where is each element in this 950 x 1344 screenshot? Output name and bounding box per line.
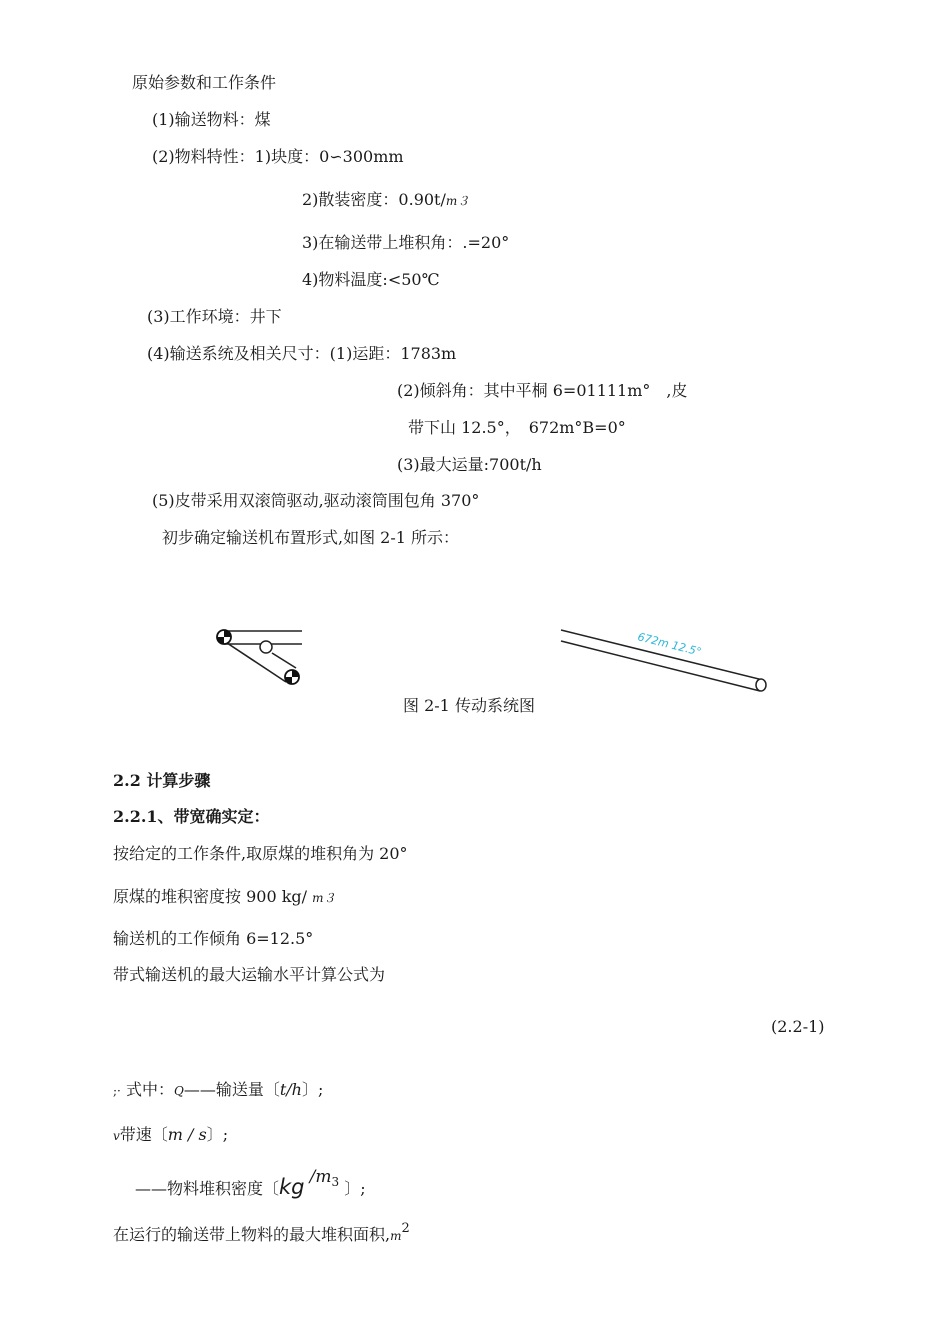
param-material: (1)输送物料：煤 <box>152 110 271 129</box>
def-area-unit: m <box>390 1229 402 1243</box>
def-density <box>135 1167 366 1205</box>
param-inclination: (2)倾斜角：其中平桐 6=01111m° ,皮 <box>397 381 688 400</box>
param-temperature: 4)物料温度:<50℃ <box>302 270 440 289</box>
def-density-m: /m <box>309 1167 332 1187</box>
def-speed-desc: 带速〔 <box>119 1125 168 1144</box>
def-density-desc: ——物料堆积密度〔 <box>135 1179 280 1198</box>
param-system-distance: (4)输送系统及相关尺寸：(1)运距：1783m <box>147 344 457 363</box>
def-density-end: 〕; <box>344 1179 366 1198</box>
def-capacity <box>113 1080 323 1101</box>
def-capacity-desc: ——输送量〔 <box>183 1080 280 1099</box>
def-capacity-where: 式中： <box>125 1080 174 1099</box>
param-max-capacity: (3)最大运量:700t/h <box>397 455 542 474</box>
text-repose-angle: 按给定的工作条件,取原煤的堆积角为 20° <box>113 844 408 863</box>
text-bulk-density-value: 原煤的堆积密度按 900 kg/ <box>113 887 313 906</box>
param-bulk-density-unit: m３ <box>445 194 470 208</box>
snub-pulley-icon <box>260 641 272 653</box>
def-speed-end: 〕; <box>206 1125 229 1144</box>
section-heading: 2.2 计算步骤 <box>113 771 211 790</box>
def-density-kg: kg <box>279 1175 305 1199</box>
param-repose-angle: 3)在输送带上堆积角：.=20° <box>302 233 510 252</box>
def-area-desc: 在运行的输送带上物料的最大堆积面积, <box>113 1225 391 1244</box>
def-capacity-unit: t/h <box>279 1080 302 1099</box>
param-drive: (5)皮带采用双滚筒驱动,驱动滚筒围包角 370° <box>152 491 480 510</box>
text-formula-intro: 带式输送机的最大运输水平计算公式为 <box>113 965 386 984</box>
def-capacity-prefix: ;· <box>113 1084 121 1098</box>
param-layout-intro: 初步确定输送机布置形式,如图 2-1 所示： <box>162 528 460 547</box>
def-speed-symbol: v <box>113 1129 120 1143</box>
param-bulk-density <box>302 190 469 211</box>
param-lump-size: (2)物料特性：1)块度：0∽300mm <box>152 147 404 166</box>
param-bulk-density-text: 2)散装密度：0.90t/ <box>302 190 446 209</box>
param-environment: (3)工作环境：井下 <box>147 307 282 326</box>
tail-pulley-icon <box>756 679 766 691</box>
def-area <box>113 1221 410 1247</box>
def-speed <box>113 1125 228 1146</box>
def-area-exp: 2 <box>401 1221 410 1236</box>
inclined-belt-diagram <box>555 620 775 700</box>
def-speed-unit: m ∕ s <box>167 1125 207 1144</box>
def-capacity-symbol: Q <box>173 1084 184 1098</box>
text-working-angle: 输送机的工作倾角 6=12.5° <box>113 929 314 948</box>
text-bulk-density-unit: m３ <box>312 891 336 905</box>
text-bulk-density <box>113 887 336 908</box>
subsection-heading: 2.2.1、带宽确实定： <box>113 807 270 826</box>
section-title: 原始参数和工作条件 <box>132 73 277 92</box>
figure-caption: 图 2-1 传动系统图 <box>403 696 535 715</box>
param-inclination-cont: 带下山 12.5°， 672m°B=0° <box>408 418 626 437</box>
drive-pulleys-diagram <box>210 620 310 695</box>
def-capacity-end: 〕; <box>301 1080 324 1099</box>
slope-label: 672m 12.5° <box>636 630 703 659</box>
equation-number: (2.2-1) <box>771 1017 825 1036</box>
def-density-exp: 3 <box>331 1175 340 1189</box>
